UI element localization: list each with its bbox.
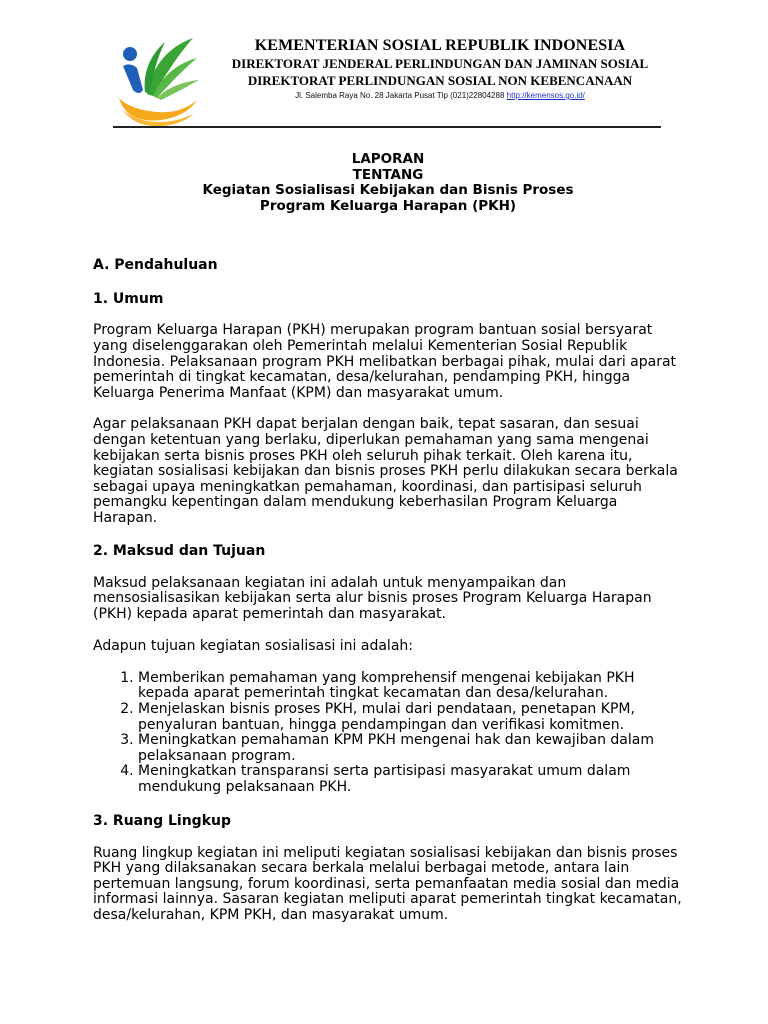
letterhead	[205, 36, 675, 102]
report-title	[93, 152, 683, 214]
kemensos-logo-icon	[117, 34, 201, 130]
title-line-2: TENTANG	[352, 166, 424, 183]
section-2-paragraph-2: Adapun tujuan kegiatan sosialisasi ini adalah:	[93, 638, 413, 655]
section-2-paragraph-1: Maksud pelaksanaan kegiatan ini adalah untuk menyampaikan dan mensosialisasikan kebijakan serta alur bisnis proses Program Keluarga Harapan (PKH) kepada aparat pemerintah dan masyarakat.	[93, 574, 652, 622]
goal-item: 4. Meningkatkan transparansi serta partisipasi masyarakat umum dalam mendukung pelaksanaan PKH.	[138, 764, 683, 795]
section-3-heading: 3. Ruang Lingkup	[93, 812, 231, 829]
goal-item: 3. Meningkatkan pemahaman KPM PKH mengenai hak dan kewajiban dalam pelaksanaan program.	[138, 733, 683, 764]
section-1-heading: 1. Umum	[93, 291, 164, 308]
goals-list	[93, 671, 683, 796]
letterhead-ministry: KEMENTERIAN SOSIAL REPUBLIK INDONESIA	[254, 37, 626, 54]
letterhead-address: Jl. Salemba Raya No. 28 Jakarta Pusat Tlp (021)22804288	[295, 91, 505, 100]
section-a-heading: A. Pendahuluan	[93, 257, 218, 274]
section-2-heading: 2. Maksud dan Tujuan	[93, 542, 266, 559]
title-line-1: LAPORAN	[351, 151, 425, 167]
section-3-paragraph-1: Ruang lingkup kegiatan ini meliputi kegiatan sosialisasi kebijakan dan bisnis proses PKH yang dilaksanakan secara berkala melalui berbagai metode, antara lain pertemuan langsung, forum koordinasi, serta pemanfaatan media sosial dan media informasi lainnya. Sasaran kegiatan meliputi aparat pemerintah tingkat kecamatan, desa/kelurahan, KPM PKH, dan masyarakat umum.	[93, 844, 682, 923]
document-body	[93, 152, 683, 924]
goal-item: 2. Menjelaskan bisnis proses PKH, mulai dari pendataan, penetapan KPM, penyaluran bantuan, hingga pendampingan dan verifikasi komitmen.	[138, 702, 683, 733]
section-1-paragraph-1: Program Keluarga Harapan (PKH) merupakan program bantuan sosial bersyarat yang diselenggarakan oleh Pemerintah melalui Kementerian Sosial Republik Indonesia. Pelaksanaan program PKH melibatkan berbagai pihak, mulai dari aparat pemerintah di tingkat kecamatan, desa/kelurahan, pendamping PKH, hingga Keluarga Penerima Manfaat (KPM) dan masyarakat umum.	[93, 322, 677, 401]
title-line-3: Kegiatan Sosialisasi Kebijakan dan Bisnis Proses	[202, 182, 574, 199]
section-1-paragraph-2: Agar pelaksanaan PKH dapat berjalan dengan baik, tepat sasaran, dan sesuai dengan ketentuan yang berlaku, diperlukan pemahaman yang sama mengenai kebijakan serta bisnis proses PKH oleh seluruh pihak terkait. Oleh karena itu, kegiatan sosialisasi kebijakan dan bisnis proses PKH perlu dilakukan secara berkala sebagai upaya meningkatkan pemahaman, koordinasi, dan partisipasi seluruh pemangku kepentingan dalam mendukung keberhasilan Program Keluarga Harapan.	[93, 416, 678, 526]
letterhead-directorate: DIREKTORAT PERLINDUNGAN SOSIAL NON KEBENCANAAN	[247, 73, 633, 88]
letterhead-address-line	[205, 90, 675, 102]
website-link[interactable]: http://kemensos.go.id/	[506, 91, 585, 100]
letterhead-rule	[113, 126, 661, 128]
goal-item: 1. Memberikan pemahaman yang komprehensif mengenai kebijakan PKH kepada aparat pemerintah tingkat kecamatan dan desa/kelurahan.	[138, 671, 683, 702]
title-line-4: Program Keluarga Harapan (PKH)	[259, 197, 517, 214]
letterhead-directorate-general: DIREKTORAT JENDERAL PERLINDUNGAN DAN JAMINAN SOSIAL	[231, 56, 649, 71]
